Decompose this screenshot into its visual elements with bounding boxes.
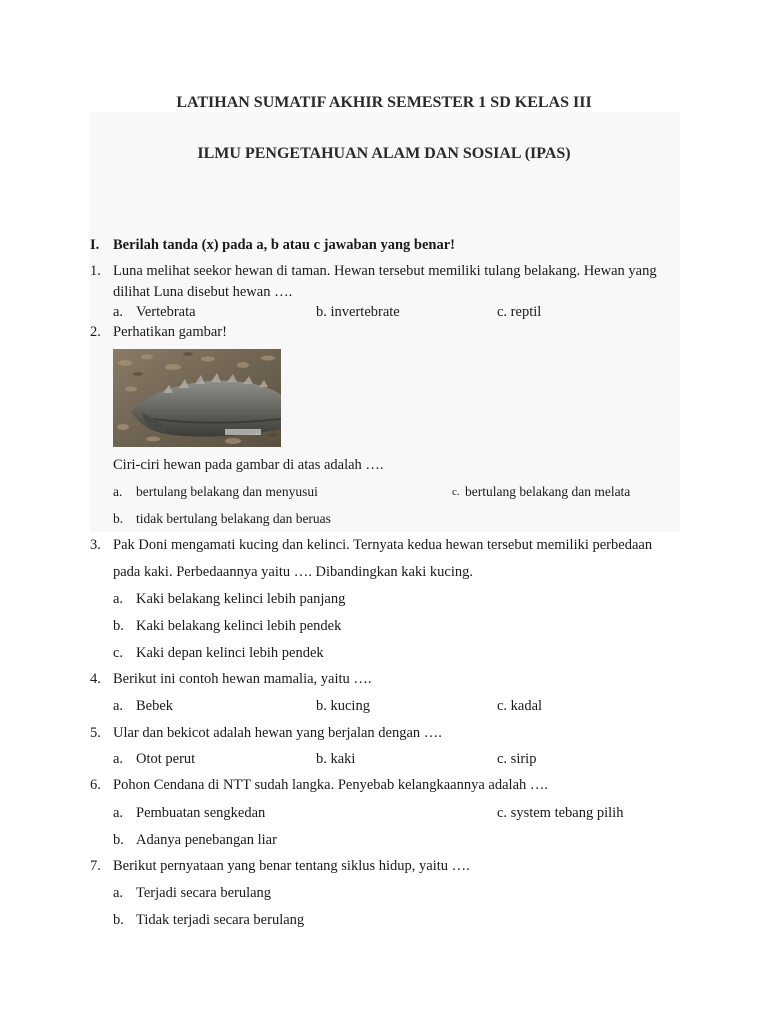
- question-3-text-line2: pada kaki. Perbedaannya yaitu …. Dibandingkan kaki kucing.: [113, 564, 473, 580]
- question-3-option-a: Kaki belakang kelinci lebih panjang: [136, 591, 346, 607]
- question-3-option-a-letter: a.: [113, 591, 124, 607]
- question-5-option-c: c. sirip: [497, 751, 537, 767]
- question-4-text: Berikut ini contoh hewan mamalia, yaitu ….: [113, 671, 372, 687]
- question-4-option-a-letter: a.: [113, 698, 124, 714]
- question-5-text: Ular dan bekicot adalah hewan yang berjalan dengan ….: [113, 725, 442, 741]
- question-3-option-c: Kaki depan kelinci lebih pendek: [136, 645, 324, 661]
- page-subtitle: ILMU PENGETAHUAN ALAM DAN SOSIAL (IPAS): [197, 145, 571, 162]
- question-7-option-a-letter: a.: [113, 885, 124, 901]
- crocodile-photo-icon: [113, 349, 281, 447]
- question-3-text-line1: Pak Doni mengamati kucing dan kelinci. Ternyata kedua hewan tersebut memiliki perbedaan: [113, 537, 653, 553]
- question-1-option-a: Vertebrata: [136, 304, 196, 320]
- question-5-number: 5.: [90, 725, 101, 741]
- question-3-option-c-letter: c.: [113, 645, 124, 661]
- question-1-option-b: b. invertebrate: [316, 304, 400, 320]
- question-7-option-a: Terjadi secara berulang: [136, 885, 272, 901]
- question-6-option-b-letter: b.: [113, 832, 124, 848]
- question-1-option-c: c. reptil: [497, 304, 542, 320]
- question-3-option-b-letter: b.: [113, 618, 124, 634]
- question-2-option-a-letter: a.: [113, 484, 123, 499]
- question-7-number: 7.: [90, 858, 101, 874]
- question-7-option-b-letter: b.: [113, 912, 124, 928]
- question-2-text-line1: Perhatikan gambar!: [113, 324, 227, 340]
- question-6-option-a: Pembuatan sengkedan: [136, 805, 266, 821]
- question-6-option-b: Adanya penebangan liar: [136, 832, 277, 848]
- question-5-option-b: b. kaki: [316, 751, 356, 767]
- question-2-option-b: tidak bertulang belakang dan beruas: [136, 511, 331, 526]
- question-3-option-b: Kaki belakang kelinci lebih pendek: [136, 618, 342, 634]
- question-4-number: 4.: [90, 671, 101, 687]
- question-6-number: 6.: [90, 777, 101, 793]
- question-4-option-c: c. kadal: [497, 698, 543, 714]
- question-6-text: Pohon Cendana di NTT sudah langka. Penyebab kelangkaannya adalah ….: [113, 777, 549, 793]
- question-2-option-b-letter: b.: [113, 511, 124, 526]
- page-title: LATIHAN SUMATIF AKHIR SEMESTER 1 SD KELAS III: [176, 94, 592, 111]
- section-number: I.: [90, 237, 100, 253]
- question-2-text-line2: Ciri-ciri hewan pada gambar di atas adalah ….: [113, 457, 384, 473]
- question-1-option-a-letter: a.: [113, 304, 124, 320]
- question-5-option-a: Otot perut: [136, 751, 196, 767]
- question-2-option-c-letter: c.: [452, 486, 460, 498]
- question-2-number: 2.: [90, 324, 101, 340]
- question-2-option-a: bertulang belakang dan menyusui: [136, 484, 318, 499]
- question-1-text-line1: Luna melihat seekor hewan di taman. Hewan tersebut memiliki tulang belakang. Hewan yang: [113, 263, 657, 279]
- section-instruction: Berilah tanda (x) pada a, b atau c jawaban yang benar!: [113, 237, 455, 253]
- question-7-option-b: Tidak terjadi secara berulang: [136, 912, 305, 928]
- question-4-option-b: b. kucing: [316, 698, 370, 714]
- question-5-option-a-letter: a.: [113, 751, 124, 767]
- question-4-option-a: Bebek: [136, 698, 174, 714]
- question-6-option-a-letter: a.: [113, 805, 124, 821]
- question-2-option-c: bertulang belakang dan melata: [465, 484, 631, 499]
- question-7-text: Berikut pernyataan yang benar tentang siklus hidup, yaitu ….: [113, 858, 470, 874]
- question-3-number: 3.: [90, 537, 101, 553]
- question-1-number: 1.: [90, 263, 101, 279]
- question-6-option-c: c. system tebang pilih: [497, 805, 624, 821]
- question-1-text-line2: dilihat Luna disebut hewan ….: [113, 284, 293, 300]
